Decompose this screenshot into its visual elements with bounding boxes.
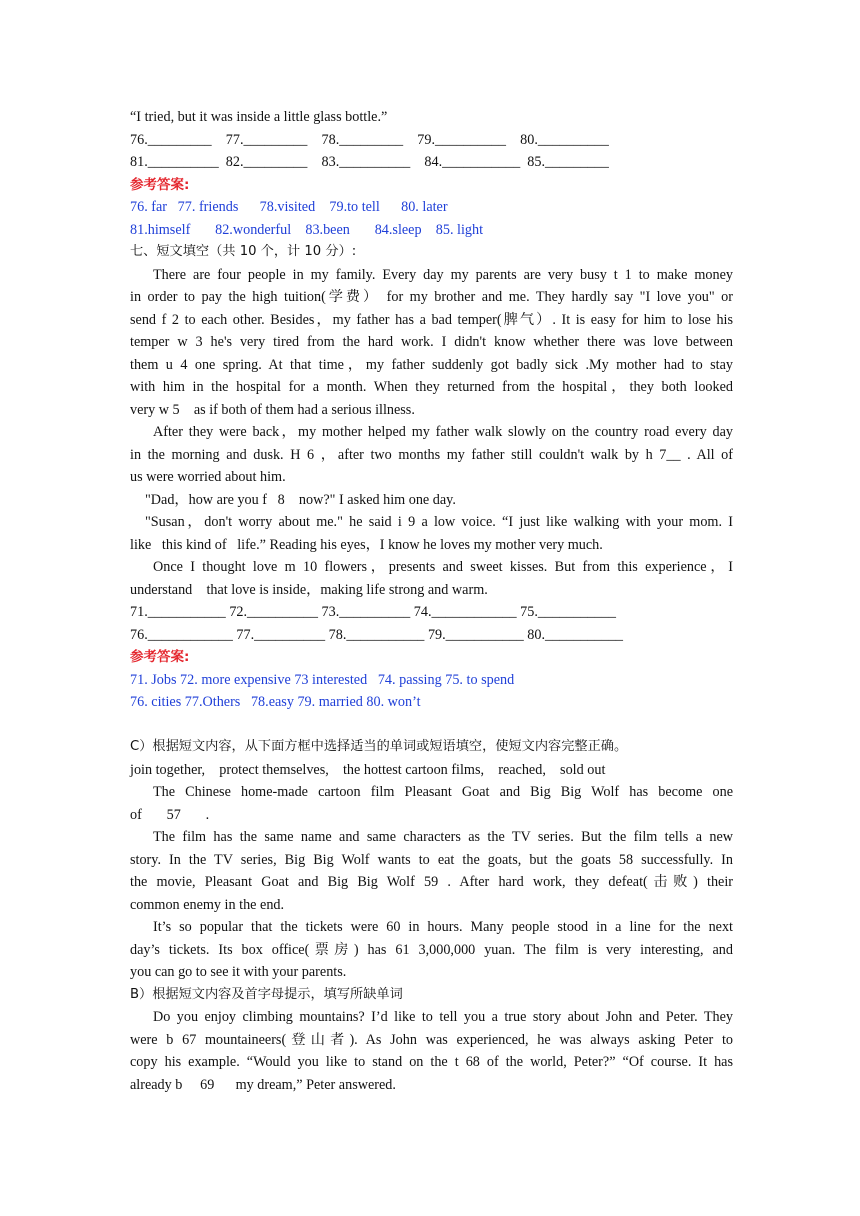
- answer-blanks-76-80: 76.____________ 77.__________ 78.___________ 79.___________ 80.___________: [130, 626, 624, 643]
- passage-line: day’s tickets. Its box office(票房) has 61 3,000,000 yuan. The film is very interesting, and: [130, 941, 733, 958]
- passage-line: There are four people in my family. Every day my parents are very busy t 1 to make money: [153, 266, 733, 283]
- passage-line: already b 69 my dream,” Peter answered.: [130, 1076, 396, 1093]
- passage-line: like this kind of life.” Reading his eyes，I know he loves my mother very much.: [130, 536, 603, 553]
- passage-line: common enemy in the end.: [130, 896, 285, 913]
- answer-blanks-71-75: 71.___________ 72.__________ 73.__________ 74.____________ 75.___________: [130, 604, 616, 620]
- passage-line: in the morning and dusk. H 6 ，after two months my father still couldn't walk by h 7__ . All of: [130, 446, 733, 463]
- answer-key-label: 参考答案:: [130, 176, 190, 193]
- passage-line: them u 4 one spring. At that time，my father suddenly got badly sick .My mother had to stay: [130, 356, 733, 373]
- passage-line: story. In the TV series, Big Big Wolf wants to eat the goats, but the goats 58 successfully. In: [130, 851, 733, 868]
- answer-key-label: 参考答案:: [130, 649, 190, 665]
- quote-line: “I tried, but it was inside a little glass bottle.”: [130, 109, 388, 125]
- passage-line: copy his example. “Would you like to stand on the t 68 of the world, Peter?” “Of course. It has: [130, 1054, 733, 1070]
- passage-line: understand that love is inside，making life strong and warm.: [130, 581, 488, 598]
- section-c-heading: C）根据短文内容，从下面方框中选择适当的单词或短语填空，使短文内容完整正确。: [130, 739, 628, 754]
- word-box: join together, protect themselves, the hottest cartoon films, reached, sold out: [130, 761, 606, 778]
- answer-key-76-80: 76. far 77. friends 78.visited 79.to tell 80. later: [130, 199, 448, 215]
- passage-line: you can go to see it with your parents.: [130, 964, 347, 980]
- spacer: [130, 714, 733, 737]
- passage-line: Once I thought love m 10 flowers，presents and sweet kisses. But from this experience，I: [153, 559, 733, 575]
- passage-line: Do you enjoy climbing mountains? I’d like to tell you a true story about John and Peter. They: [153, 1009, 733, 1025]
- passage-line: "Susan，don't worry about me." he said i 9 a low voice. “I just like walking with your mom. I: [145, 514, 733, 530]
- answer-blanks-76-80: 76._________ 77._________ 78._________ 79.__________ 80.__________: [130, 131, 609, 148]
- passage-line: After they were back，my mother helped my father walk slowly on the country road every day: [153, 424, 733, 440]
- passage-line: send f 2 to each other. Besides，my father has a bad temper(脾气）. It is easy for him to lose his: [130, 311, 733, 328]
- passage-line: "Dad，how are you f 8 now?" I asked him one day.: [145, 491, 456, 508]
- section-b-heading: B）根据短文内容及首字母提示，填写所缺单词: [130, 986, 403, 1002]
- passage-line: us were worried about him.: [130, 469, 286, 485]
- passage-line: very w 5 as if both of them had a serious illness.: [130, 401, 415, 418]
- section-7-heading: 七、短文填空（共 10 个，计 10 分）:: [130, 244, 357, 259]
- passage-line: It’s so popular that the tickets were 60 in hours. Many people stood in a line for the next: [153, 919, 733, 935]
- passage-line: temper w 3 he's very tired from the hard work. I didn't know whether there was love between: [130, 334, 733, 350]
- answer-key-71-75: 71. Jobs 72. more expensive 73 interested 74. passing 75. to spend: [130, 671, 515, 688]
- answer-key-81-85: 81.himself 82.wonderful 83.been 84.sleep 85. light: [130, 221, 484, 238]
- document-page: [130, 106, 733, 1096]
- passage-line: the movie, Pleasant Goat and Big Big Wolf 59 . After hard work, they defeat(击败) their: [130, 874, 733, 890]
- passage-line: with him in the hospital for a month. When they returned from the hospital，they both looked: [130, 379, 733, 395]
- passage-line: The film has the same name and same characters as the TV series. But the film tells a new: [153, 829, 733, 845]
- answer-blanks-81-85: 81.__________ 82._________ 83.__________ 84.___________ 85._________: [130, 154, 609, 170]
- passage-line: of 57 .: [130, 806, 210, 823]
- passage-line: were b 67 mountaineers(登山者). As John was experienced, he was always asking Peter to: [130, 1031, 733, 1048]
- answer-key-76-80: 76. cities 77.Others 78.easy 79. married 80. won’t: [130, 694, 421, 710]
- passage-line: in order to pay the high tuition(学费） for my brother and me. They hardly say "I love you" or: [130, 289, 733, 305]
- passage-line: The Chinese home-made cartoon film Pleasant Goat and Big Big Wolf has become one: [153, 784, 733, 800]
